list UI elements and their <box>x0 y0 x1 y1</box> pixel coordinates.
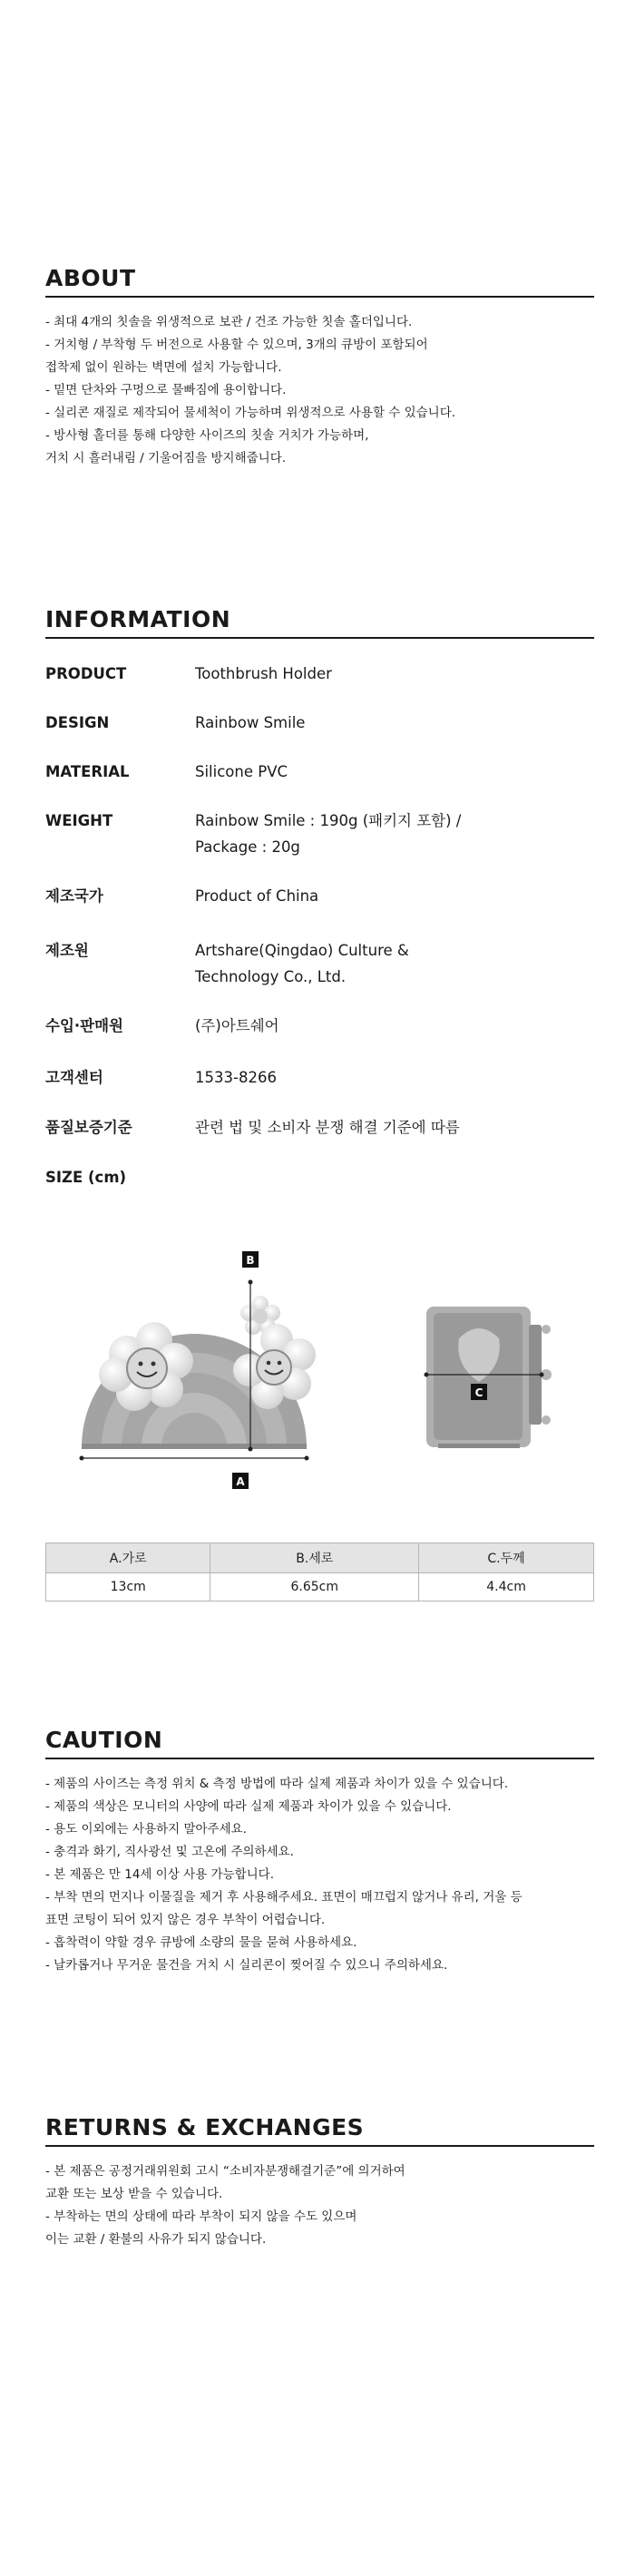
info-value: Rainbow Smile : 190g (패키지 포함) / Package : 20g <box>195 812 462 856</box>
table-cell-depth: 4.4cm <box>419 1573 594 1601</box>
caution-line: - 용도 이외에는 사용하지 말아주세요. <box>45 1822 247 1837</box>
about-heading: ABOUT <box>45 265 594 298</box>
size-diagram <box>45 1239 594 1502</box>
returns-section <box>45 2114 594 2251</box>
about-line: - 밑면 단차와 구멍으로 물빠짐에 용이합니다. <box>45 383 287 397</box>
about-list <box>45 311 594 470</box>
dimension-c-label: C <box>474 1386 484 1399</box>
caution-line: - 날카롭거나 무거운 물건을 거치 시 실리콘이 찢어질 수 있으니 주의하세요. <box>45 1958 448 1973</box>
table-header-height: B.세로 <box>210 1543 419 1573</box>
about-line: - 실리콘 재질로 제작되어 물세척이 가능하며 위생적으로 사용할 수 있습니다. <box>45 406 456 420</box>
caution-heading: CAUTION <box>45 1727 594 1759</box>
info-label: WEIGHT <box>45 812 113 829</box>
caution-line: - 흡착력이 약할 경우 큐방에 소량의 물을 묻혀 사용하세요. <box>45 1935 357 1950</box>
table-header-depth: C.두께 <box>419 1543 594 1573</box>
info-label: SIZE (cm) <box>45 1169 127 1186</box>
caution-line: - 제품의 사이즈는 측정 위치 & 측정 방법에 따라 실제 제품과 차이가 있을 수 있습니다. <box>45 1777 509 1791</box>
info-value: Rainbow Smile <box>195 714 306 731</box>
info-label: 수입·판매원 <box>45 1017 123 1034</box>
dimension-b-label: B <box>246 1254 255 1267</box>
table-header-row <box>46 1543 594 1573</box>
size-table <box>45 1543 594 1601</box>
about-line: - 방사형 홀더를 통해 다양한 사이즈의 칫솔 거치가 가능하며, 거치 시 흘러내림 / 기울어짐을 방지해줍니다. <box>45 428 369 465</box>
info-label: 제조국가 <box>45 887 103 905</box>
information-heading: INFORMATION <box>45 606 594 639</box>
info-label: DESIGN <box>45 714 110 731</box>
info-value: 1533-8266 <box>195 1069 277 1086</box>
info-value: Product of China <box>195 887 319 905</box>
info-label: PRODUCT <box>45 665 127 682</box>
info-value: Toothbrush Holder <box>195 665 332 682</box>
info-label: 제조원 <box>45 942 89 959</box>
dimension-a-label: A <box>236 1475 245 1488</box>
returns-line: - 본 제품은 공정거래위원회 고시 “소비자분쟁해결기준”에 의거하여 교환 또는 보상 받을 수 있습니다. <box>45 2164 405 2201</box>
about-line: - 거치형 / 부착형 두 버전으로 사용할 수 있으며, 3개의 큐방이 포함되어 접착제 없이 원하는 벽면에 설치 가능합니다. <box>45 338 428 375</box>
table-cell-width: 13cm <box>46 1573 210 1601</box>
caution-list <box>45 1773 594 1977</box>
returns-heading: RETURNS & EXCHANGES <box>45 2114 594 2147</box>
table-cell-height: 6.65cm <box>210 1573 419 1601</box>
info-label: 고객센터 <box>45 1069 103 1086</box>
table-header-width: A.가로 <box>46 1543 210 1573</box>
returns-line: - 부착하는 면의 상태에 따라 부착이 되지 않을 수도 있으며 이는 교환 / 환불의 사유가 되지 않습니다. <box>45 2209 357 2247</box>
table-row <box>46 1573 594 1601</box>
caution-line: - 제품의 색상은 모니터의 사양에 따라 실제 제품과 차이가 있을 수 있습니다. <box>45 1799 452 1814</box>
info-value: (주)아트쉐어 <box>195 1017 279 1034</box>
about-line: - 최대 4개의 칫솔을 위생적으로 보관 / 건조 가능한 칫솔 홀더입니다. <box>45 315 413 329</box>
info-value: Artshare(Qingdao) Culture & Technology Co., Ltd. <box>195 942 409 985</box>
info-value: Silicone PVC <box>195 763 288 780</box>
caution-line: - 부착 면의 먼지나 이물질을 제거 후 사용해주세요. 표면이 매끄럽지 않거나 유리, 거울 등 표면 코팅이 되어 있지 않은 경우 부착이 어렵습니다. <box>45 1890 523 1927</box>
rainbow-holder-side <box>426 1307 552 1448</box>
information-section <box>45 606 594 1187</box>
info-label: MATERIAL <box>45 763 130 780</box>
caution-line: - 본 제품은 만 14세 이상 사용 가능합니다. <box>45 1867 274 1882</box>
about-section <box>45 265 594 470</box>
dimension-a <box>80 1456 309 1490</box>
caution-line: - 충격과 화기, 직사광선 및 고온에 주의하세요. <box>45 1845 294 1859</box>
info-value: 관련 법 및 소비자 분쟁 해결 기준에 따름 <box>195 1119 460 1136</box>
info-label: 품질보증기준 <box>45 1119 132 1136</box>
caution-section <box>45 1727 594 1977</box>
returns-list <box>45 2160 594 2251</box>
